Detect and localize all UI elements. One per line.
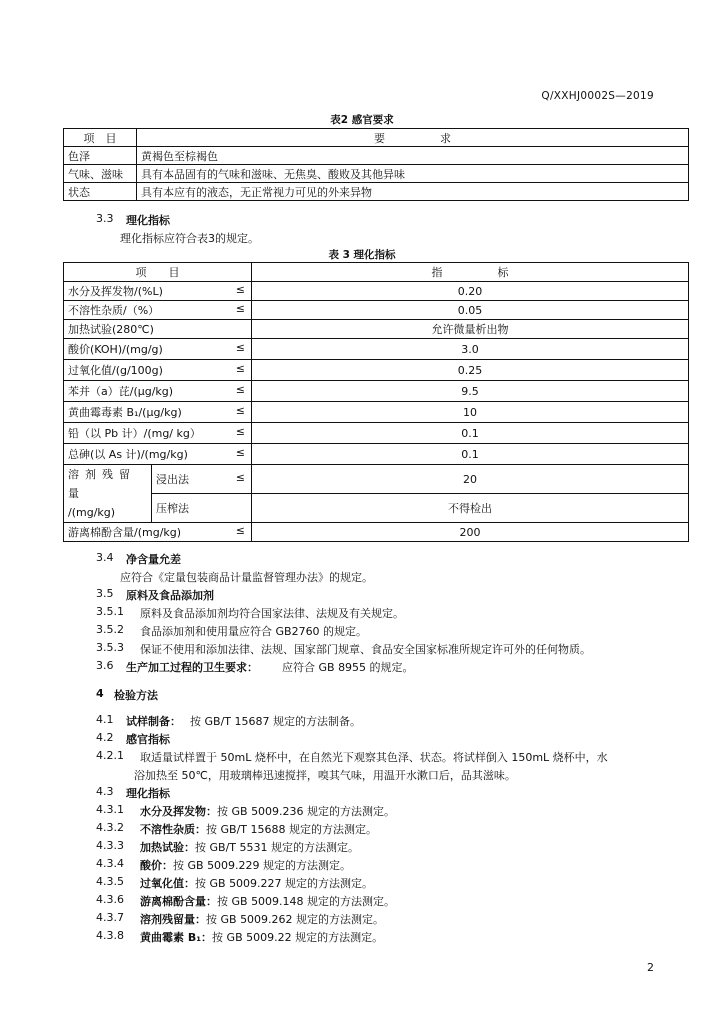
row-value: 0.05 bbox=[252, 301, 689, 320]
item-text: 浴加热至 50℃，用玻璃棒迅速搅拌，嗅其气味，用温开水漱口后，品其滋味。 bbox=[134, 769, 516, 782]
row-label bbox=[64, 444, 252, 465]
section-title: 净含量允差 bbox=[126, 553, 181, 566]
item-text: 按 GB 5009.229 规定的方法测定。 bbox=[173, 859, 352, 872]
method-text: 压榨法 bbox=[156, 502, 189, 515]
row-value: 3.0 bbox=[252, 339, 689, 360]
paragraph-text: 应符合《定量包装商品计量监督管理办法》的规定。 bbox=[120, 571, 373, 584]
row-label bbox=[64, 339, 252, 360]
item-text: 酸价(KOH)/(mg/g) bbox=[68, 343, 163, 356]
item-text: 游离棉酚含量/(mg/kg) bbox=[68, 526, 182, 539]
leq-symbol: ≤ bbox=[235, 524, 245, 537]
item-text: 按 GB 5009.236 规定的方法测定。 bbox=[217, 805, 396, 818]
method-text: 浸出法 bbox=[156, 473, 189, 486]
item-number: 4.3.1 bbox=[96, 803, 124, 816]
paragraph-text: 理化指标应符合表3的规定。 bbox=[120, 232, 259, 245]
column-header-indicator: 指 标 bbox=[252, 263, 689, 282]
table-row bbox=[64, 339, 689, 360]
item-text: 按 GB/T 5531 规定的方法测定。 bbox=[195, 841, 359, 854]
row-label bbox=[64, 360, 252, 381]
leq-symbol: ≤ bbox=[235, 471, 245, 484]
table-row bbox=[64, 301, 689, 320]
row-label: 气味、滋味 bbox=[64, 165, 137, 183]
item-label: 不溶性杂质： bbox=[140, 823, 206, 836]
leq-symbol: ≤ bbox=[235, 302, 245, 315]
table3-caption: 表 3 理化指标 bbox=[328, 249, 396, 261]
row-value: 允许微量析出物 bbox=[252, 320, 689, 339]
row-label bbox=[64, 381, 252, 402]
sensory-requirements-table bbox=[63, 128, 689, 201]
item-number: 4.3.8 bbox=[96, 929, 124, 942]
table-row bbox=[64, 523, 689, 542]
solvent-label-line1: 溶剂残留量 bbox=[68, 468, 136, 500]
physicochemical-table bbox=[63, 262, 689, 542]
item-text: 按 GB 5009.148 规定的方法测定。 bbox=[217, 895, 396, 908]
table-row bbox=[64, 465, 689, 494]
row-label bbox=[64, 523, 252, 542]
table-row bbox=[64, 402, 689, 423]
item-number: 3.5.2 bbox=[96, 623, 124, 636]
table-header-row bbox=[64, 263, 689, 282]
item-number: 4.3.4 bbox=[96, 857, 124, 870]
row-label: 状态 bbox=[64, 183, 137, 201]
method-label bbox=[152, 465, 252, 494]
item-number: 4.3.3 bbox=[96, 839, 124, 852]
section-number: 4.2 bbox=[96, 731, 114, 744]
row-value: 0.1 bbox=[252, 423, 689, 444]
section-title: 生产加工过程的卫生要求： bbox=[126, 661, 258, 674]
item-number: 4.3.7 bbox=[96, 911, 124, 924]
table-row bbox=[64, 494, 689, 523]
chapter-number: 4 bbox=[96, 687, 104, 700]
leq-symbol: ≤ bbox=[235, 404, 245, 417]
item-text: 不溶性杂质/（%） bbox=[68, 304, 160, 317]
item-text: 总砷(以 As 计)/(mg/kg) bbox=[68, 448, 188, 461]
item-number: 4.3.6 bbox=[96, 893, 124, 906]
standard-number: Q/XXHJ0002S—2019 bbox=[541, 90, 654, 102]
row-value: 具有本应有的液态，无正常视力可见的外来异物 bbox=[137, 183, 689, 201]
section-number: 3.5 bbox=[96, 587, 114, 600]
leq-symbol: ≤ bbox=[235, 383, 245, 396]
item-text: 按 GB 5009.227 规定的方法测定。 bbox=[195, 877, 374, 890]
row-label: 色泽 bbox=[64, 147, 137, 165]
table-row bbox=[64, 320, 689, 339]
section-title: 理化指标 bbox=[126, 787, 170, 800]
item-label: 过氧化值： bbox=[140, 877, 195, 890]
item-label: 酸价： bbox=[140, 859, 173, 872]
leq-symbol: ≤ bbox=[235, 446, 245, 459]
row-value: 不得检出 bbox=[252, 494, 689, 523]
item-text: 加热试验(280℃) bbox=[68, 323, 154, 336]
section-number: 4.3 bbox=[96, 785, 114, 798]
section-number: 3.6 bbox=[96, 659, 114, 672]
row-value: 0.1 bbox=[252, 444, 689, 465]
table-row bbox=[64, 147, 689, 165]
item-label: 游离棉酚含量： bbox=[140, 895, 217, 908]
column-header-item: 项 目 bbox=[64, 129, 137, 147]
row-value: 200 bbox=[252, 523, 689, 542]
item-text: 按 GB 5009.22 规定的方法测定。 bbox=[212, 931, 384, 944]
item-text: 食品添加剂和使用量应符合 GB2760 的规定。 bbox=[140, 625, 368, 638]
section-text: 按 GB/T 15687 规定的方法制备。 bbox=[190, 715, 361, 728]
chapter-title: 检验方法 bbox=[114, 689, 158, 702]
row-value: 0.25 bbox=[252, 360, 689, 381]
leq-symbol: ≤ bbox=[235, 283, 245, 296]
item-text: 黄曲霉毒素 B₁/(μg/kg) bbox=[68, 406, 182, 419]
table-row bbox=[64, 444, 689, 465]
row-label bbox=[64, 320, 252, 339]
item-text: 保证不使用和添加法律、法规、国家部门规章、食品安全国家标准所规定许可外的任何物质。 bbox=[140, 643, 591, 656]
item-number: 3.5.1 bbox=[96, 605, 124, 618]
section-title: 原料及食品添加剂 bbox=[126, 589, 214, 602]
section-number: 3.4 bbox=[96, 551, 114, 564]
solvent-residue-label bbox=[64, 465, 152, 523]
item-text: 原料及食品添加剂均符合国家法律、法规及有关规定。 bbox=[140, 607, 404, 620]
leq-symbol: ≤ bbox=[235, 425, 245, 438]
table-row bbox=[64, 282, 689, 301]
table-row bbox=[64, 165, 689, 183]
table-row bbox=[64, 423, 689, 444]
row-value: 10 bbox=[252, 402, 689, 423]
page-number: 2 bbox=[647, 961, 654, 974]
column-header-item: 项 目 bbox=[64, 263, 252, 282]
solvent-label-line2: /(mg/kg) bbox=[68, 506, 116, 519]
table-row bbox=[64, 360, 689, 381]
row-value: 20 bbox=[252, 465, 689, 494]
table-row bbox=[64, 183, 689, 201]
section-title: 理化指标 bbox=[126, 214, 170, 227]
row-label bbox=[64, 282, 252, 301]
row-value: 0.20 bbox=[252, 282, 689, 301]
item-label: 加热试验： bbox=[140, 841, 195, 854]
table-header-row bbox=[64, 129, 689, 147]
leq-symbol: ≤ bbox=[235, 341, 245, 354]
row-value: 黄褐色至棕褐色 bbox=[137, 147, 689, 165]
item-text: 铅（以 Pb 计）/(mg/ kg） bbox=[68, 427, 201, 440]
item-number: 4.3.5 bbox=[96, 875, 124, 888]
item-text: 苯并（a）芘/(μg/kg) bbox=[68, 385, 174, 398]
item-label: 水分及挥发物： bbox=[140, 805, 217, 818]
item-label: 溶剂残留量： bbox=[140, 913, 206, 926]
method-label bbox=[152, 494, 252, 523]
item-number: 4.3.2 bbox=[96, 821, 124, 834]
item-text: 按 GB/T 15688 规定的方法测定。 bbox=[206, 823, 377, 836]
item-text: 水分及挥发物/(%L) bbox=[68, 285, 163, 298]
section-number: 4.1 bbox=[96, 713, 114, 726]
section-number: 3.3 bbox=[96, 212, 114, 225]
column-header-requirement: 要 求 bbox=[137, 129, 689, 147]
table2-caption: 表2 感官要求 bbox=[330, 114, 394, 126]
row-value: 9.5 bbox=[252, 381, 689, 402]
row-label bbox=[64, 301, 252, 320]
item-text: 按 GB 5009.262 规定的方法测定。 bbox=[206, 913, 385, 926]
table-row bbox=[64, 381, 689, 402]
item-number: 4.2.1 bbox=[96, 749, 124, 762]
leq-symbol: ≤ bbox=[235, 362, 245, 375]
row-value: 具有本品固有的气味和滋味、无焦臭、酸败及其他异味 bbox=[137, 165, 689, 183]
section-text: 应符合 GB 8955 的规定。 bbox=[282, 661, 414, 674]
section-title: 试样制备： bbox=[126, 715, 181, 728]
row-label bbox=[64, 423, 252, 444]
item-text: 过氧化值/(g/100g) bbox=[68, 364, 163, 377]
row-label bbox=[64, 402, 252, 423]
item-text: 取适量试样置于 50mL 烧杯中，在自然光下观察其色泽、状态。将试样倒入 150mL 烧杯中，水 bbox=[140, 751, 608, 764]
item-number: 3.5.3 bbox=[96, 641, 124, 654]
section-title: 感官指标 bbox=[126, 733, 170, 746]
item-label: 黄曲霉素 B₁： bbox=[140, 931, 213, 944]
